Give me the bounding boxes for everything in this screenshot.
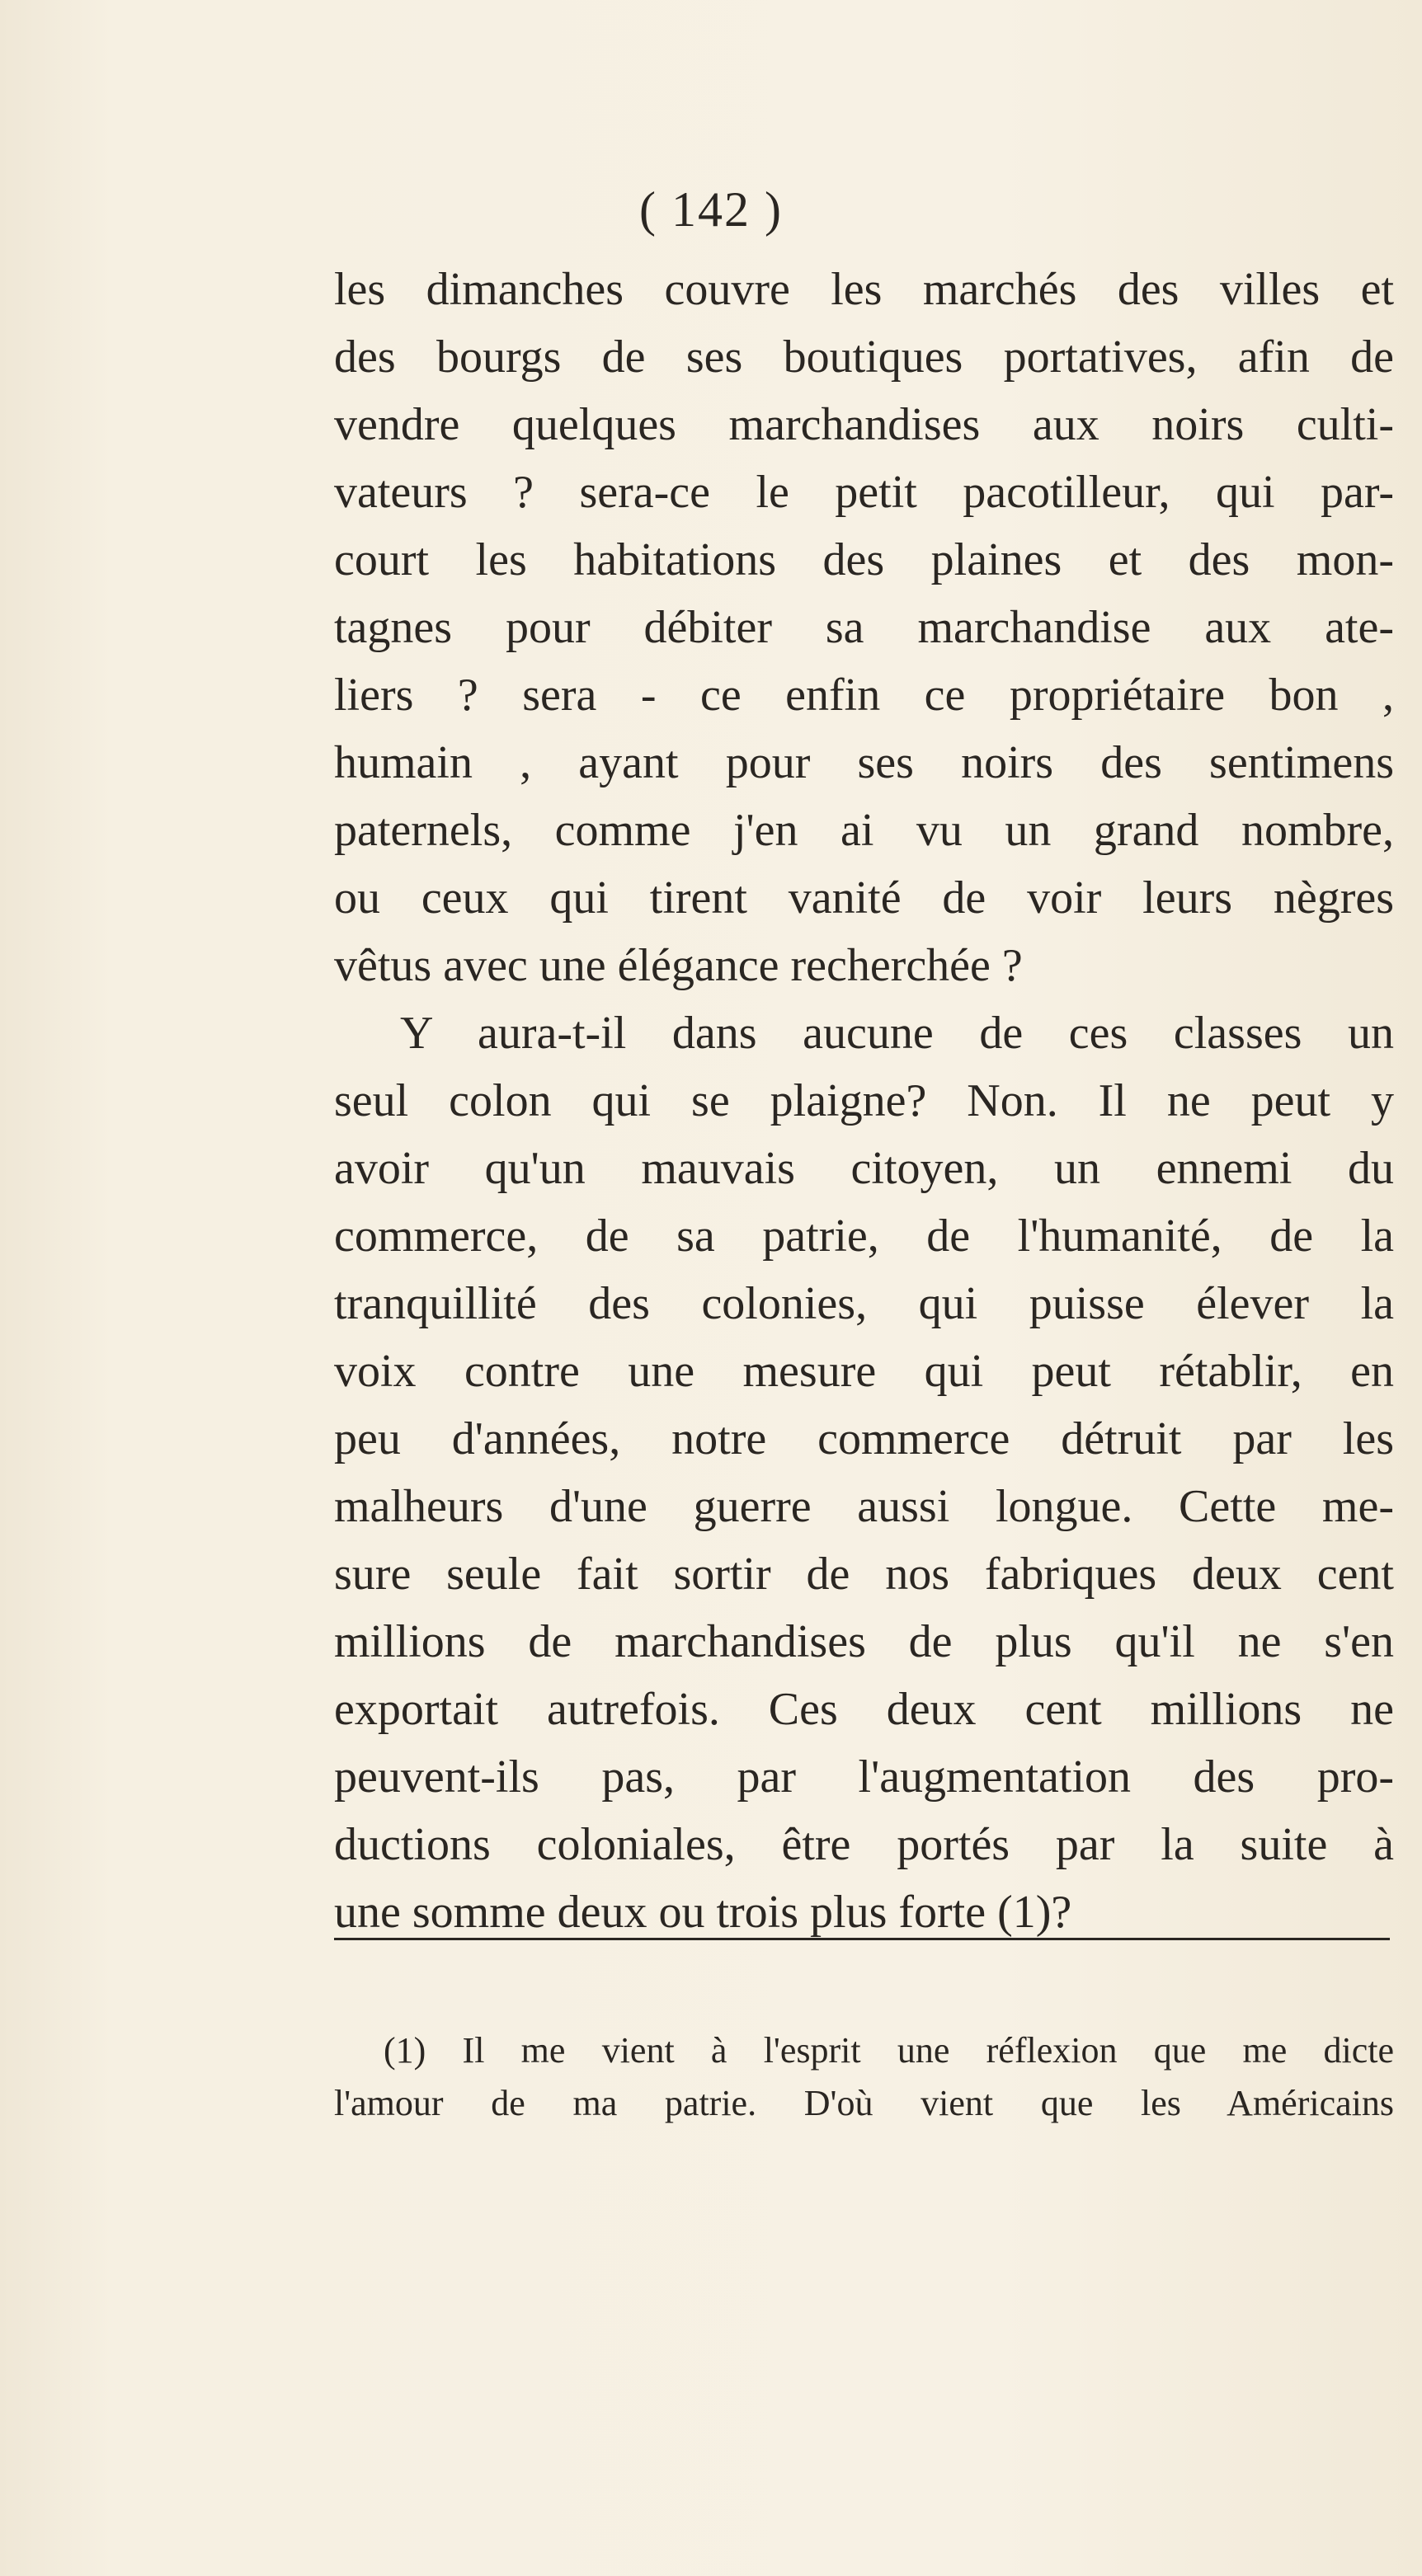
- page-number: ( 142 ): [639, 182, 783, 237]
- text-line: tranquillité des colonies, qui puisse élever la: [334, 1278, 1394, 1329]
- text-line: peu d'années, notre commerce détruit par les: [334, 1413, 1394, 1464]
- text-line: une somme deux ou trois plus forte (1)?: [334, 1887, 1072, 1938]
- text-line: commerce, de sa patrie, de l'humanité, de la: [334, 1210, 1394, 1262]
- text-line: Y aura-t-il dans aucune de ces classes un: [400, 1008, 1394, 1059]
- text-line: ou ceux qui tirent vanité de voir leurs nègres: [334, 872, 1394, 924]
- text-line: voix contre une mesure qui peut rétablir, en: [334, 1346, 1394, 1397]
- footnote-line: l'amour de ma patrie. D'où vient que les Américains: [334, 2083, 1394, 2123]
- text-line: malheurs d'une guerre aussi longue. Cette me-: [334, 1481, 1394, 1532]
- text-line: exportait autrefois. Ces deux cent millions ne: [334, 1684, 1394, 1735]
- main-text: [334, 256, 1394, 1946]
- text-line: humain , ayant pour ses noirs des sentimens: [334, 737, 1394, 788]
- text-line: court les habitations des plaines et des mon-: [334, 534, 1394, 585]
- text-line: seul colon qui se plaigne? Non. Il ne peut y: [334, 1075, 1394, 1126]
- text-line: tagnes pour débiter sa marchandise aux ate-: [334, 602, 1394, 653]
- text-line: peuvent-ils pas, par l'augmentation des pro-: [334, 1751, 1394, 1803]
- text-line: sure seule fait sortir de nos fabriques deux cent: [334, 1549, 1394, 1600]
- text-line: les dimanches couvre les marchés des villes et: [334, 264, 1394, 315]
- footnote: [334, 2024, 1394, 2130]
- footnote-line: (1) Il me vient à l'esprit une réflexion que me dicte: [384, 2030, 1394, 2071]
- text-line: millions de marchandises de plus qu'il ne s'en: [334, 1616, 1394, 1667]
- text-line: ductions coloniales, être portés par la suite à: [334, 1819, 1394, 1870]
- text-line: liers ? sera - ce enfin ce propriétaire bon ,: [334, 670, 1394, 721]
- text-line: paternels, comme j'en ai vu un grand nombre,: [334, 805, 1394, 856]
- text-line: vêtus avec une élégance recherchée ?: [334, 940, 1023, 991]
- text-line: avoir qu'un mauvais citoyen, un ennemi du: [334, 1143, 1394, 1194]
- footnote-separator: [334, 1938, 1390, 1940]
- text-line: vendre quelques marchandises aux noirs culti-: [334, 399, 1394, 450]
- text-line: vateurs ? sera-ce le petit pacotilleur, qui par-: [334, 467, 1394, 518]
- text-line: des bourgs de ses boutiques portatives, afin de: [334, 331, 1394, 383]
